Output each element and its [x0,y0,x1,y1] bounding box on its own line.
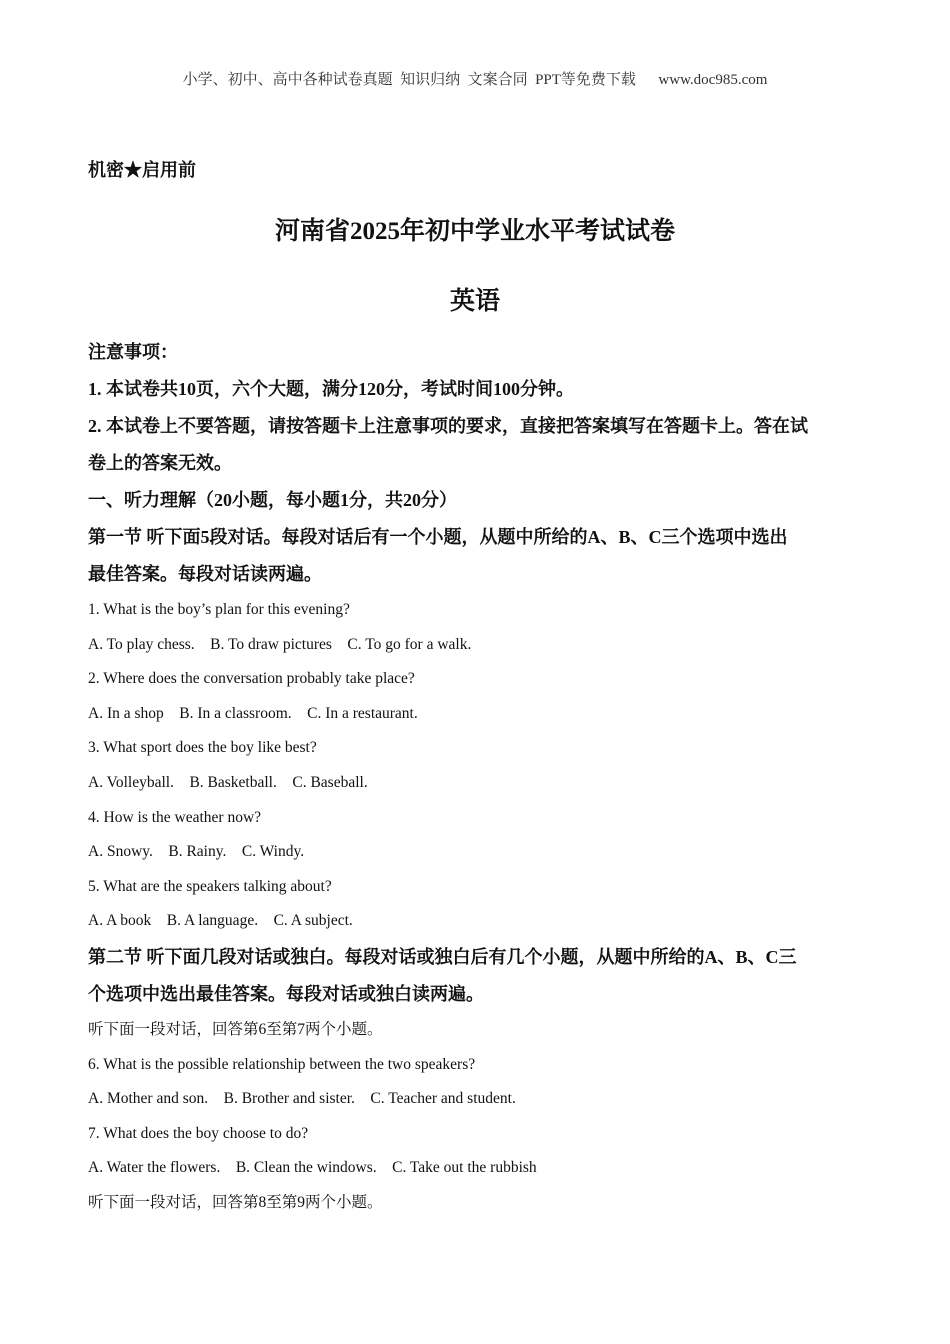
question-2-options: A. In a shop B. In a classroom. C. In a restaurant. [88,704,418,722]
question-6: 6. What is the possible relationship between the two speakers? [88,1055,476,1073]
question-5-options: A. A book B. A language. C. A subject. [88,912,353,930]
question-7-options: A. Water the flowers. B. Clean the windows. C. Take out the rubbish [88,1159,537,1177]
section-1-instruction-line-1: 第一节 听下面5段对话。每段对话后有一个小题，从题中所给的A、B、C三个选项中选出 [88,527,788,547]
notes-item-1: 1. 本试卷共10页，六个大题，满分120分，考试时间100分钟。 [88,379,574,399]
notes-item-2-line-1: 2. 本试卷上不要答题，请按答题卡上注意事项的要求，直接把答案填写在答题卡上。答在试 [88,416,808,436]
question-6-options: A. Mother and son. B. Brother and sister. C. Teacher and student. [88,1090,516,1108]
question-2: 2. Where does the conversation probably take place? [88,670,415,688]
question-4-options: A. Snowy. B. Rainy. C. Windy. [88,843,305,861]
section-1-instruction-line-2: 最佳答案。每段对话读两遍。 [88,564,322,584]
page-header: 小学、初中、高中各种试卷真题 知识归纳 文案合同 PPT等免费下载 www.doc985.com [182,72,768,88]
section-2-instruction-line-1: 第二节 听下面几段对话或独白。每段对话或独白后有几个小题，从题中所给的A、B、C三 [88,946,797,967]
question-3-options: A. Volleyball. B. Basketball. C. Baseball. [88,773,368,791]
dialogue-instruction-8-9: 听下面一段对话，回答第8至第9两个小题。 [88,1193,383,1211]
question-1-options: A. To play chess. B. To draw pictures C. To go for a walk. [88,635,472,653]
exam-content [88,334,858,1221]
dialogue-instruction-6-7: 听下面一段对话，回答第6至第7两个小题。 [88,1020,383,1038]
subject-title: 英语 [449,288,500,315]
question-3: 3. What sport does the boy like best? [88,739,317,757]
section-2-instruction-line-2: 个选项中选出最佳答案。每段对话或独白读两遍。 [88,983,484,1004]
question-7: 7. What does the boy choose to do? [88,1124,309,1142]
question-5: 5. What are the speakers talking about? [88,877,332,895]
question-1: 1. What is the boy’s plan for this evening? [88,601,350,618]
exam-title: 河南省2025年初中学业水平考试试卷 [274,218,675,245]
part-1-heading: 一、听力理解（20小题，每小题1分，共20分） [88,490,457,510]
question-4: 4. How is the weather now? [88,808,262,826]
notes-heading: 注意事项： [88,342,178,362]
confidential-mark: 机密★启用前 [88,160,196,180]
notes-item-2-line-2: 卷上的答案无效。 [88,453,232,473]
